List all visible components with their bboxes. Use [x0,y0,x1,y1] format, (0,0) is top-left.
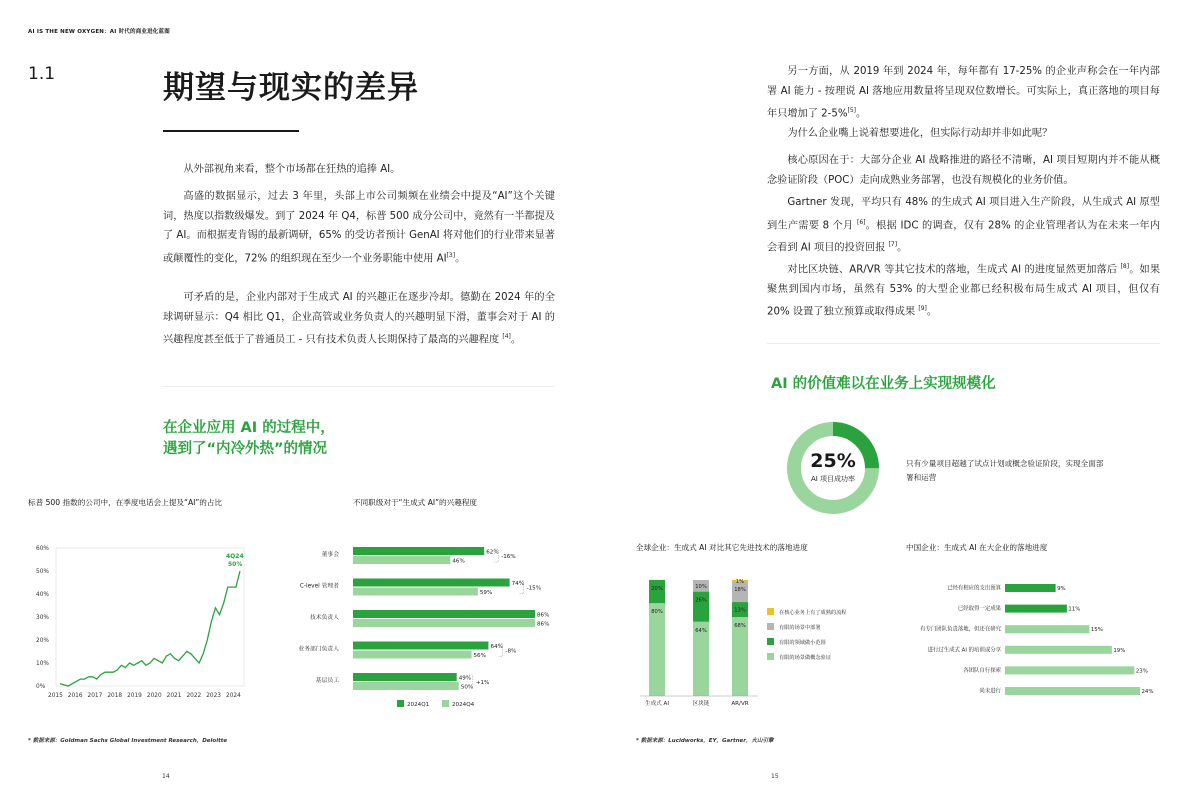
x-tick-label: 2024 [226,693,241,699]
stack-segment-label: 13% [734,607,746,614]
china-category-label: 已经取得一定成果 [957,606,1001,613]
interest-bar-chart [285,538,557,718]
stack-segment-label: 18% [734,587,746,594]
stack-legend-swatch [767,638,774,645]
category-label: 基层员工 [315,678,339,684]
china-chart-title: 中国企业：生成式 AI 在大企业的落地进度 [906,543,1048,552]
china-category-label: 尚未进行 [979,688,1001,695]
donut-caption: AI 项目成功率 [810,475,856,483]
value-label-q4: 86% [537,621,550,628]
china-value-label: 23% [1135,668,1148,675]
stack-legend-swatch [767,608,774,615]
paragraph-3: 可矛盾的是，企业内部对于生成式 AI 的兴趣正在逐步冷却。德勤在 2024 年的全球调研显示：Q4 相比 Q1，企业高管或业务负责人的兴趣明显下滑，董事会对于 AI 的兴趣程度甚至低于了普通员工 - 只有技术负责人长期保持了最高的兴趣程度 [4]。 [163,292,555,346]
line-chart-title: 标普 500 指数的公司中，在季度电话会上提及“AI”的占比 [28,498,223,507]
title-rule [163,130,299,132]
value-label-q1: 74% [511,581,525,587]
right-paragraph-5: 对比区块链、AR/VR 等其它技术的落地，生成式 AI 的进度显然更加落后 [8]。如果聚焦到国内市场，虽然有 53% 的大型企业都已经积极布局生成式 AI 项目，但仅有 20% 设置了独立预算或取得成果 [9]。 [767,263,1161,318]
china-value-label: 15% [1090,627,1103,634]
china-bar [1005,625,1089,633]
bar-2024q4 [353,651,472,659]
value-label-q1: 86% [537,612,550,619]
page-number: 14 [162,773,170,780]
china-category-label: 进行过生成式 AI 的培训或分享 [927,647,1001,654]
bar-2024q4 [353,619,535,627]
china-bar [1005,687,1140,695]
green-heading-line-2: 遇到了“内冷外热”的情况 [163,441,328,457]
x-tick-label: 2015 [48,693,63,699]
china-bar [1005,666,1134,674]
value-label-q4: 50% [460,684,474,691]
global-stacked-chart [630,570,890,715]
value-label-q4: 59% [479,590,493,596]
running-head: AI IS THE NEW OXYGEN：AI 时代的商业进化蓝图 [28,29,170,35]
y-tick-label: 20% [36,638,49,644]
change-label: -8% [505,648,517,655]
legend-label-q1: 2024Q1 [407,702,430,708]
china-progress-chart [895,575,1165,705]
interest-chart-title: 不同职级对于“生成式 AI”的兴趣程度 [353,498,478,507]
category-label: 董事会 [321,552,339,558]
x-tick-label: 2019 [127,693,142,699]
x-tick-label: 2023 [206,693,221,699]
stack-legend-label: 在核心业务上有了成熟的流程 [779,610,847,616]
y-tick-label: 0% [36,684,46,690]
change-label: +1% [475,680,490,686]
stack-segment-label: 68% [734,623,746,630]
legend-label-q4: 2024Q4 [452,702,475,708]
right-section-divider [767,343,1160,344]
stack-segment-label: 26% [695,597,707,604]
y-tick-label: 50% [36,569,49,575]
stack-legend-label: 有限的场景做概念验证 [779,655,831,661]
value-label-q4: 46% [452,558,465,565]
paragraph-1: 从外部视角来看，整个市场都在狂热的追捧 AI。 [183,164,401,175]
bar-2024q1 [353,547,484,555]
china-bar [1005,584,1056,592]
stack-category-label: 生成式 AI [644,701,670,707]
stack-segment-label: 64% [695,627,707,634]
china-bar [1005,605,1067,613]
stack-legend-swatch [767,653,774,660]
stack-segment [693,592,709,622]
bar-2024q4 [353,556,450,564]
value-label-q1: 62% [486,549,499,556]
change-label: -16% [501,554,516,560]
stack-segment [649,603,665,696]
right-paragraph-2: 为什么企业嘴上说着想要进化，但实际行动却并非如此呢？ [787,128,1053,139]
right-paragraph-4: Gartner 发现，平均只有 48% 的生成式 AI 项目进入生产阶段，从生成式 AI 原型到生产需要 8 个月 [6]。根据 IDC 的调查，仅有 28% 的企业管理者认为在未来一年内会看到 AI 项目的投资回报 [7]。 [767,197,1161,254]
stack-category-label: AR/VR [731,701,749,707]
value-label-q4: 56% [473,653,486,659]
end-label: 4Q24 [226,553,244,560]
donut-value-label: 25% [810,450,856,472]
category-label: 技术负责人 [310,615,339,621]
y-tick-label: 60% [36,546,49,552]
stack-segment-label: 80% [651,609,663,616]
right-green-heading: AI 的价值难以在业务上实现规模化 [771,376,996,392]
line-series [60,571,240,686]
y-tick-label: 30% [36,615,49,621]
end-value-label: 50% [228,561,243,568]
source-note: * 数据来源：Goldman Sachs Global Investment Research，Deloitte [28,738,228,744]
stack-segment-label: 1% [735,579,745,585]
legend-swatch-q4 [442,700,449,707]
right-paragraph-1: 另一方面，从 2019 年到 2024 年，每年都有 17-25% 的企业声称会在一年内部署 AI 能力 - 按理说 AI 落地应用数量将呈现双位数增长。可实际上，真正落地的项目每年只增加了 2-5%[5]。 [767,66,1160,120]
category-label: 业务部门负责人 [298,646,339,653]
x-tick-label: 2016 [67,693,83,699]
china-value-label: 9% [1057,586,1066,592]
right-page-number: 15 [771,773,779,780]
section-number: 1.1 [28,64,56,84]
x-tick-label: 2022 [186,693,202,699]
value-label-q1: 49% [458,675,472,682]
bar-2024q1 [353,579,510,587]
x-tick-label: 2021 [166,693,182,699]
y-tick-label: 40% [36,592,49,598]
china-category-label: 有专门团队负责落地，但还在研究 [920,626,1001,633]
bar-2024q1 [353,610,535,618]
page-title: 期望与现实的差异 [163,70,419,106]
china-category-label: 各团队自行探索 [963,667,1001,674]
china-value-label: 24% [1141,689,1154,695]
global-chart-title: 全球企业：生成式 AI 对比其它先进技术的落地进度 [636,543,808,552]
y-tick-label: 10% [36,661,49,667]
change-label: -15% [526,585,542,592]
stack-legend-label: 有限的领域做小范围 [779,640,826,646]
china-bar [1005,646,1112,654]
donut-note: 只有少量项目超越了试点计划或概念验证阶段，实现全面部署和运营 [906,459,1104,482]
line-chart [28,538,248,703]
x-tick-label: 2017 [87,693,103,699]
bar-2024q1 [353,673,457,681]
stack-legend-label: 有限的场景中部署 [779,625,821,631]
china-value-label: 19% [1113,647,1126,654]
green-heading-line-1: 在企业应用 AI 的过程中， [163,420,335,436]
stack-segment-label: 10% [695,583,707,590]
x-tick-label: 2020 [146,693,162,699]
value-label-q1: 64% [490,644,503,650]
china-value-label: 11% [1068,606,1081,613]
bar-2024q1 [353,642,488,650]
stack-segment-label: 20% [651,586,663,592]
legend-swatch-q1 [397,700,404,707]
x-tick-label: 2018 [107,693,123,699]
china-category-label: 已经有相应的支出预算 [947,585,1001,592]
paragraph-2: 高盛的数据显示，过去 3 年里，头部上市公司频频在业绩会中提及“AI”这个关键词，热度以指数级爆发。到了 2024 年 Q4，标普 500 成分公司中，竟然有一半都提及了 AI。而根据麦肯锡的最新调研，65% 的受访者预计 GenAI 将对他们的行业带来显著或颠覆性的变化，72% 的组织现在至少一个业务职能中使用 AI[3]。 [163,191,555,264]
line-plot-frame [56,548,244,686]
bar-2024q4 [353,588,478,596]
stack-category-label: 区块链 [692,701,710,707]
stack-legend-swatch [767,623,774,630]
bar-2024q4 [353,682,459,690]
right-page [595,0,1190,807]
right-source-note: * 数据来源：Lucidworks，EY，Gartner，火山引擎 [636,738,774,744]
section-divider [163,386,555,387]
category-label: C-level 管理者 [299,583,339,590]
right-paragraph-3: 核心原因在于：大部分企业 AI 战略推进的路径不清晰，AI 项目短期内并不能从概念验证阶段（POC）走向成熟业务部署，也没有规模化的业务价值。 [767,155,1160,186]
